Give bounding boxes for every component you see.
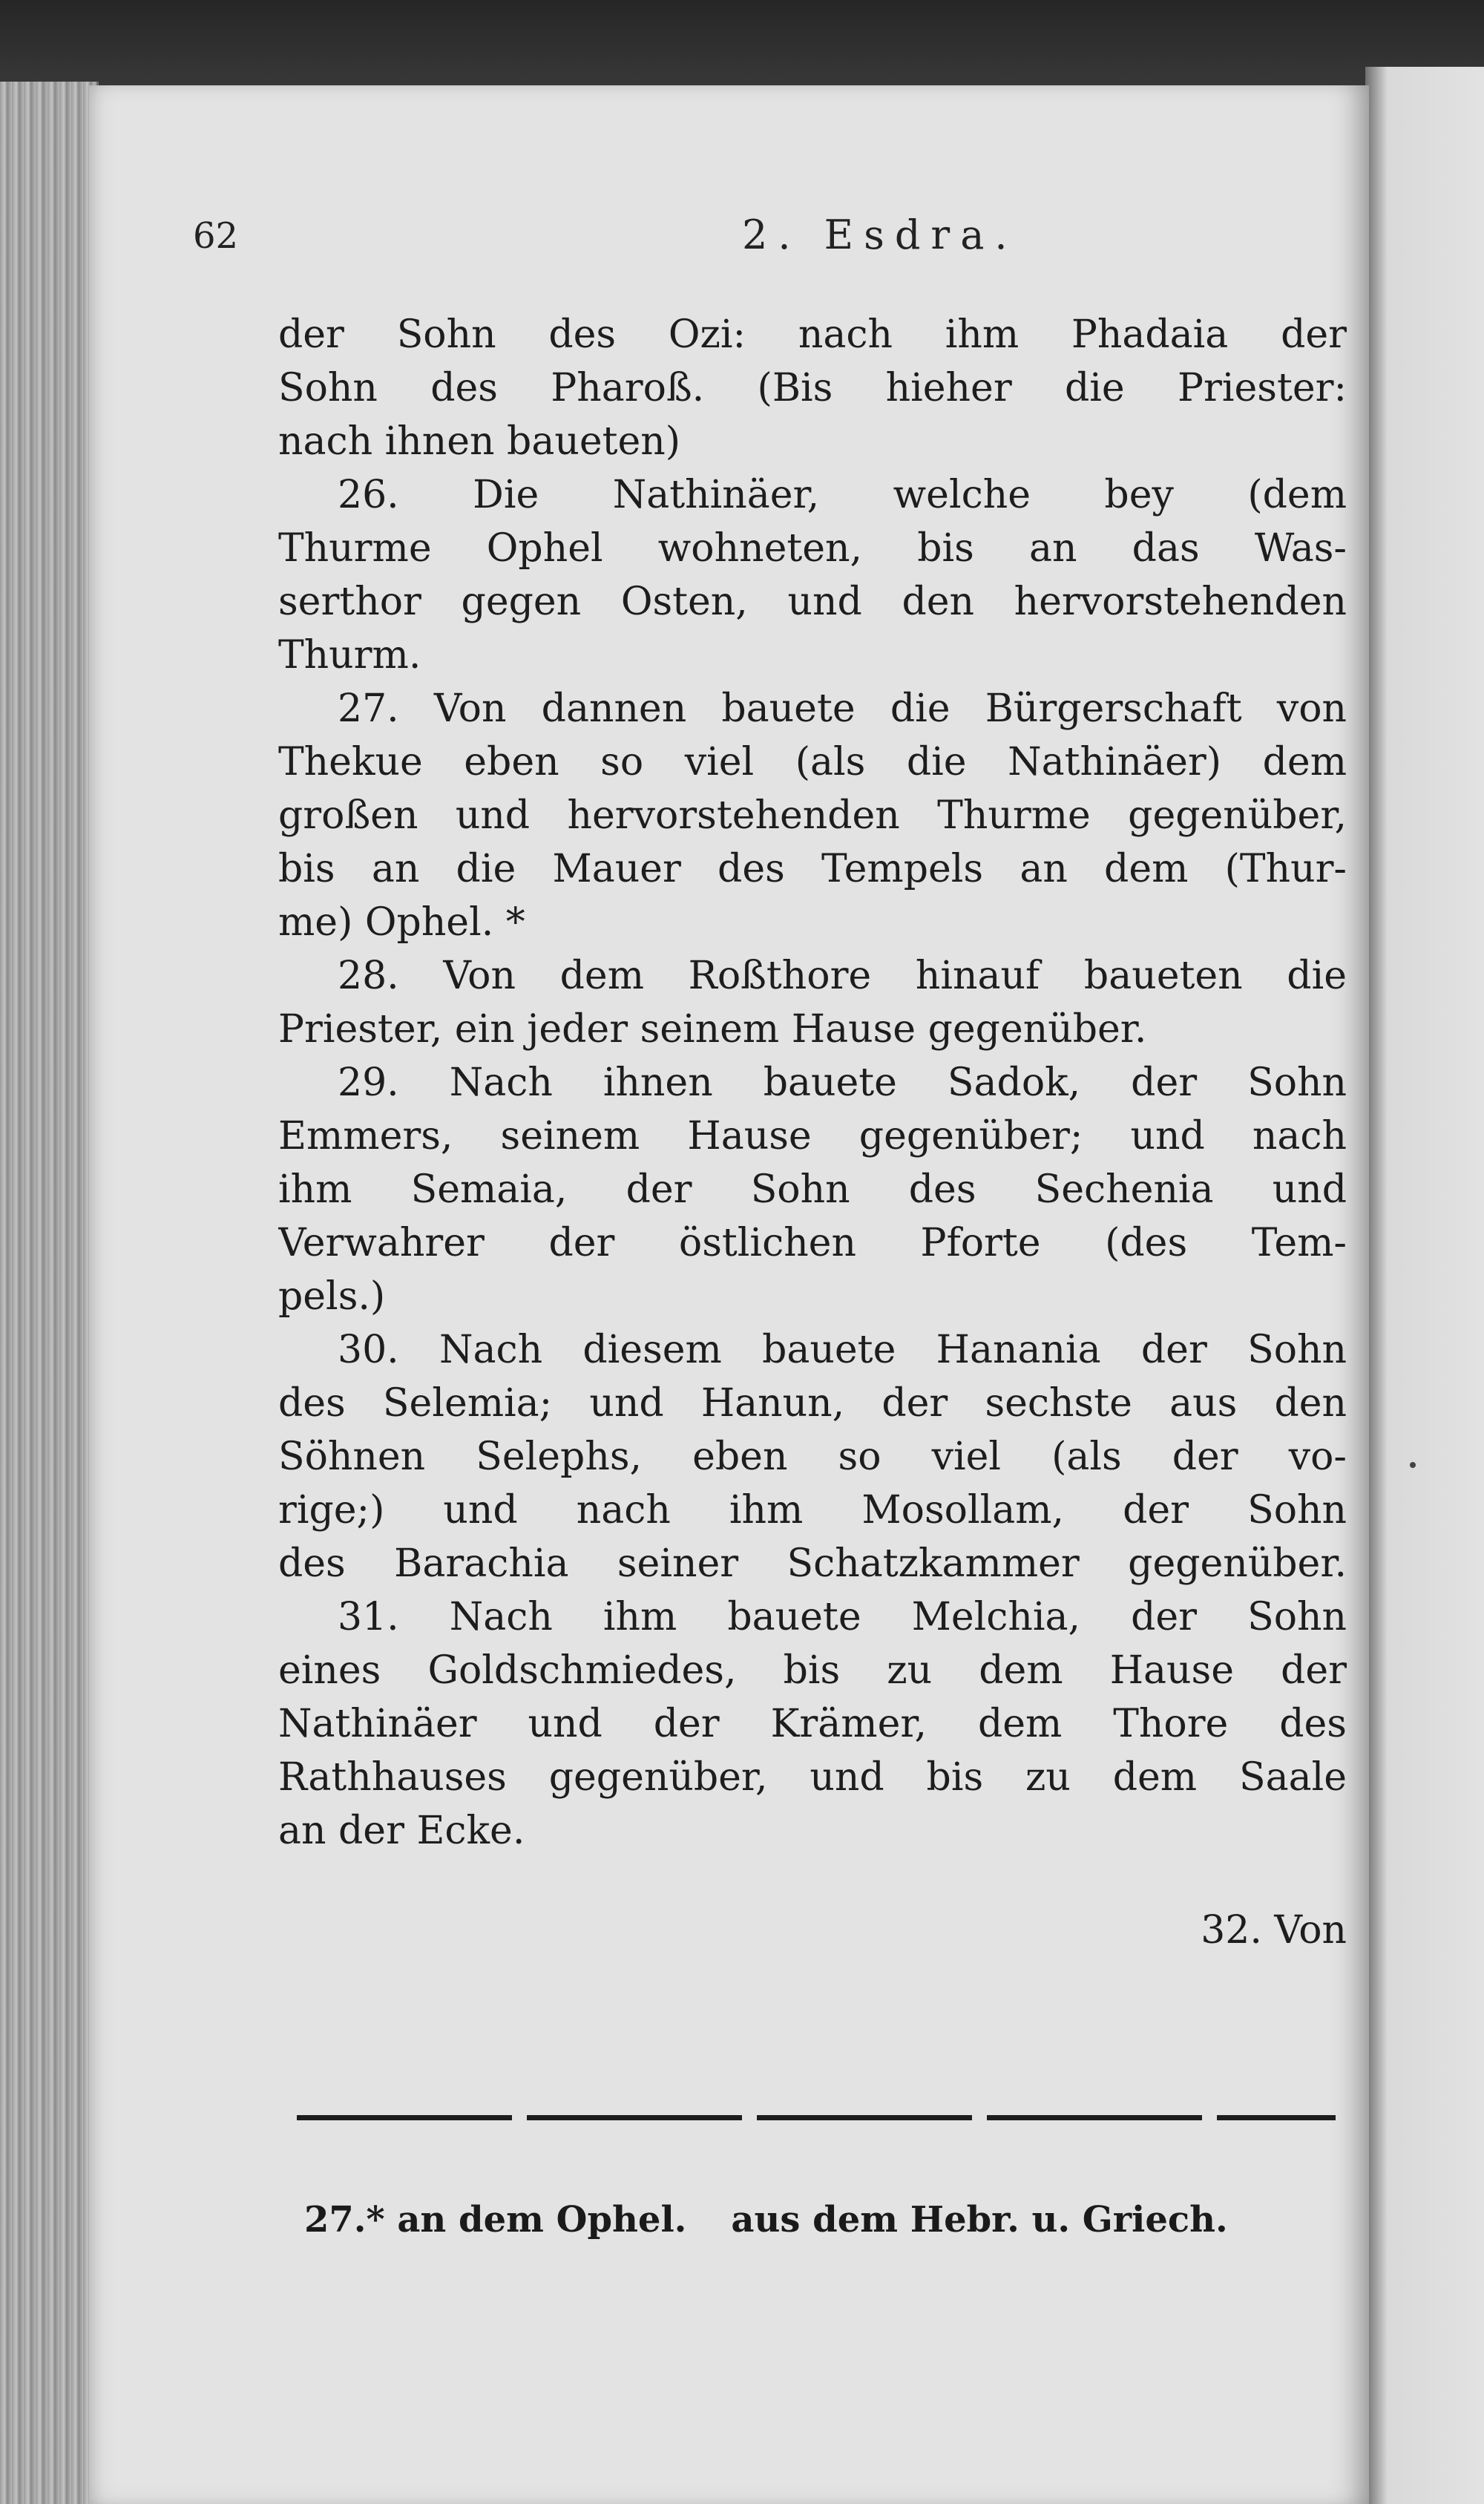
ink-speck <box>1410 1462 1416 1468</box>
text-line: pels.) <box>278 1274 386 1319</box>
text-line: rige;) und nach ihm Mosollam, der Sohn <box>278 1488 1347 1533</box>
text-line: serthor gegen Osten, und den hervorstehenden <box>278 580 1347 624</box>
text-line: Thurm. <box>278 633 421 678</box>
text-line: 26. Die Nathinäer, welche bey (dem <box>338 473 1347 517</box>
footnote-reference: 27.* an dem Ophel. <box>304 2199 687 2241</box>
text-line: Söhnen Selephs, eben so viel (als der vo- <box>278 1435 1347 1479</box>
text-line: Sohn des Pharoß. (Bis hieher die Priester: <box>278 366 1347 410</box>
text-line: des Selemia; und Hanun, der sechste aus den <box>278 1381 1347 1426</box>
text-line: 28. Von dem Roßthore hinauf baueten die <box>338 954 1347 998</box>
text-line: Thekue eben so viel (als die Nathinäer) dem <box>278 740 1347 784</box>
catchword: 32. Von <box>1201 1908 1347 1953</box>
footnote-source: aus dem Hebr. u. Griech. <box>731 2199 1228 2241</box>
footnote-rule <box>297 2115 1336 2120</box>
text-line: Rathhauses gegenüber, und bis zu dem Saale <box>278 1755 1347 1800</box>
text-line: nach ihnen baueten) <box>278 419 681 464</box>
text-line: der Sohn des Ozi: nach ihm Phadaia der <box>278 312 1347 357</box>
page-body <box>278 308 1347 1957</box>
running-title: 2. Esdra. <box>742 212 1018 258</box>
text-line: bis an die Mauer des Tempels an dem (Thur- <box>278 847 1347 891</box>
text-line: 30. Nach diesem bauete Hanania der Sohn <box>338 1328 1347 1372</box>
text-line: 27. Von dannen bauete die Bürgerschaft von <box>338 686 1347 731</box>
page-edges <box>0 82 99 2504</box>
facing-page-edge <box>1365 67 1484 2504</box>
text-line: eines Goldschmiedes, bis zu dem Hause der <box>278 1648 1347 1693</box>
text-line: me) Ophel. * <box>278 900 525 945</box>
text-line: 29. Nach ihnen bauete Sadok, der Sohn <box>338 1061 1347 1105</box>
book-page <box>89 85 1369 2504</box>
text-line: Nathinäer und der Krämer, dem Thore des <box>278 1702 1347 1746</box>
text-line: 31. Nach ihm bauete Melchia, der Sohn <box>338 1595 1347 1639</box>
text-line: des Barachia seiner Schatzkammer gegenüber. <box>278 1541 1347 1586</box>
text-line: Priester, ein jeder seinem Hause gegenüber. <box>278 1007 1147 1052</box>
text-line: an der Ecke. <box>278 1809 525 1853</box>
text-line: Emmers, seinem Hause gegenüber; und nach <box>278 1114 1347 1158</box>
text-line: Thurme Ophel wohneten, bis an das Was- <box>278 526 1347 571</box>
text-line: Verwahrer der östlichen Pforte (des Tem- <box>278 1221 1347 1265</box>
page-number: 62 <box>193 215 239 257</box>
binding-background <box>0 0 1484 96</box>
text-line: ihm Semaia, der Sohn des Sechenia und <box>278 1167 1347 1212</box>
footnote <box>304 2193 1343 2246</box>
text-line: großen und hervorstehenden Thurme gegenüber, <box>278 793 1347 838</box>
